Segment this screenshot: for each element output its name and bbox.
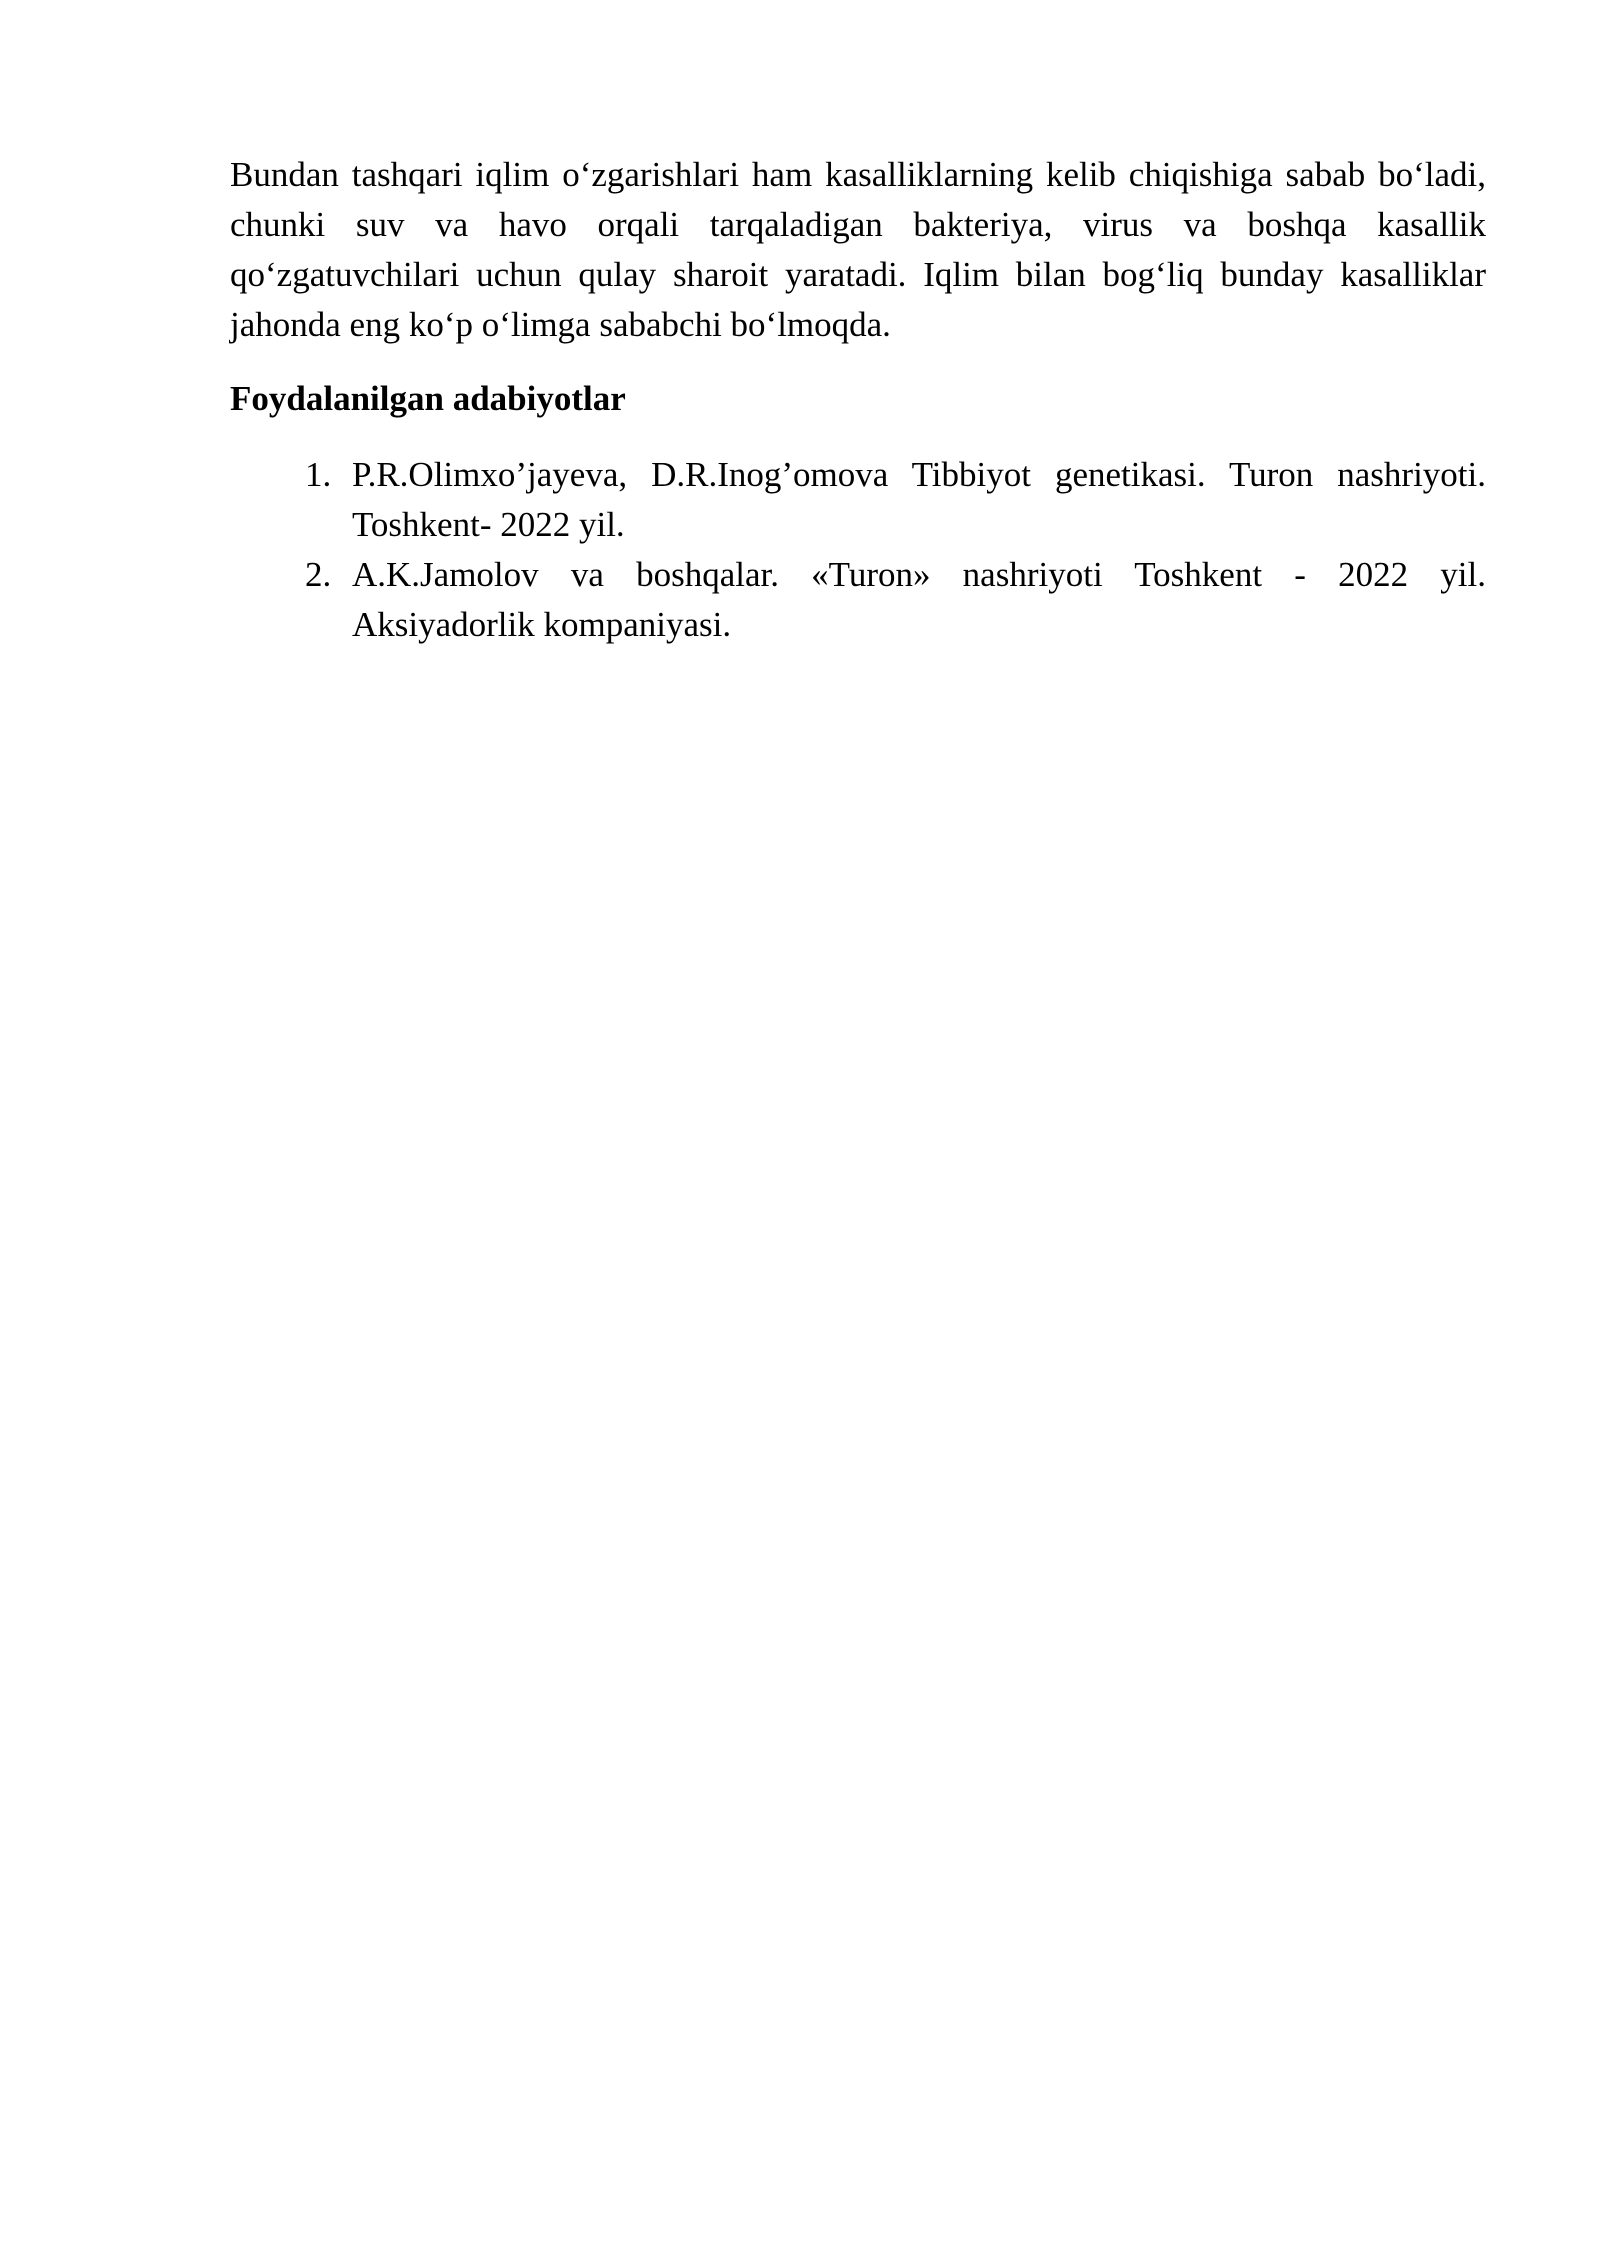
reference-item-2 xyxy=(230,550,1486,650)
reference-number: 1. xyxy=(305,455,332,494)
references-list xyxy=(230,450,1486,650)
reference-number: 2. xyxy=(305,555,332,594)
reference-item-1 xyxy=(230,450,1486,550)
document-body xyxy=(230,150,1486,650)
body-paragraph: Bundan tashqari iqlim o‘zgarishlari ham kasalliklarning kelib chiqishiga sabab bo‘ladi, chunki suv va havo orqali tarqaladigan bakteriya, virus va boshqa kasallik qo‘zgatuvchilari uchun qulay sharoit yaratadi. Iqlim bilan bog‘liq bunday kasalliklar jahonda eng ko‘p o‘limga sababchi bo‘lmoqda. xyxy=(230,155,1486,344)
references-heading: Foydalanilgan adabiyotlar xyxy=(230,379,626,418)
reference-text: A.K.Jamolov va boshqalar. «Turon» nashriyoti Toshkent - 2022 yil. Aksiyadorlik kompaniyasi. xyxy=(352,555,1486,644)
reference-text: P.R.Olimxo’jayeva, D.R.Inog’omova Tibbiyot genetikasi. Turon nashriyoti. Toshkent- 2022 yil. xyxy=(352,455,1486,544)
